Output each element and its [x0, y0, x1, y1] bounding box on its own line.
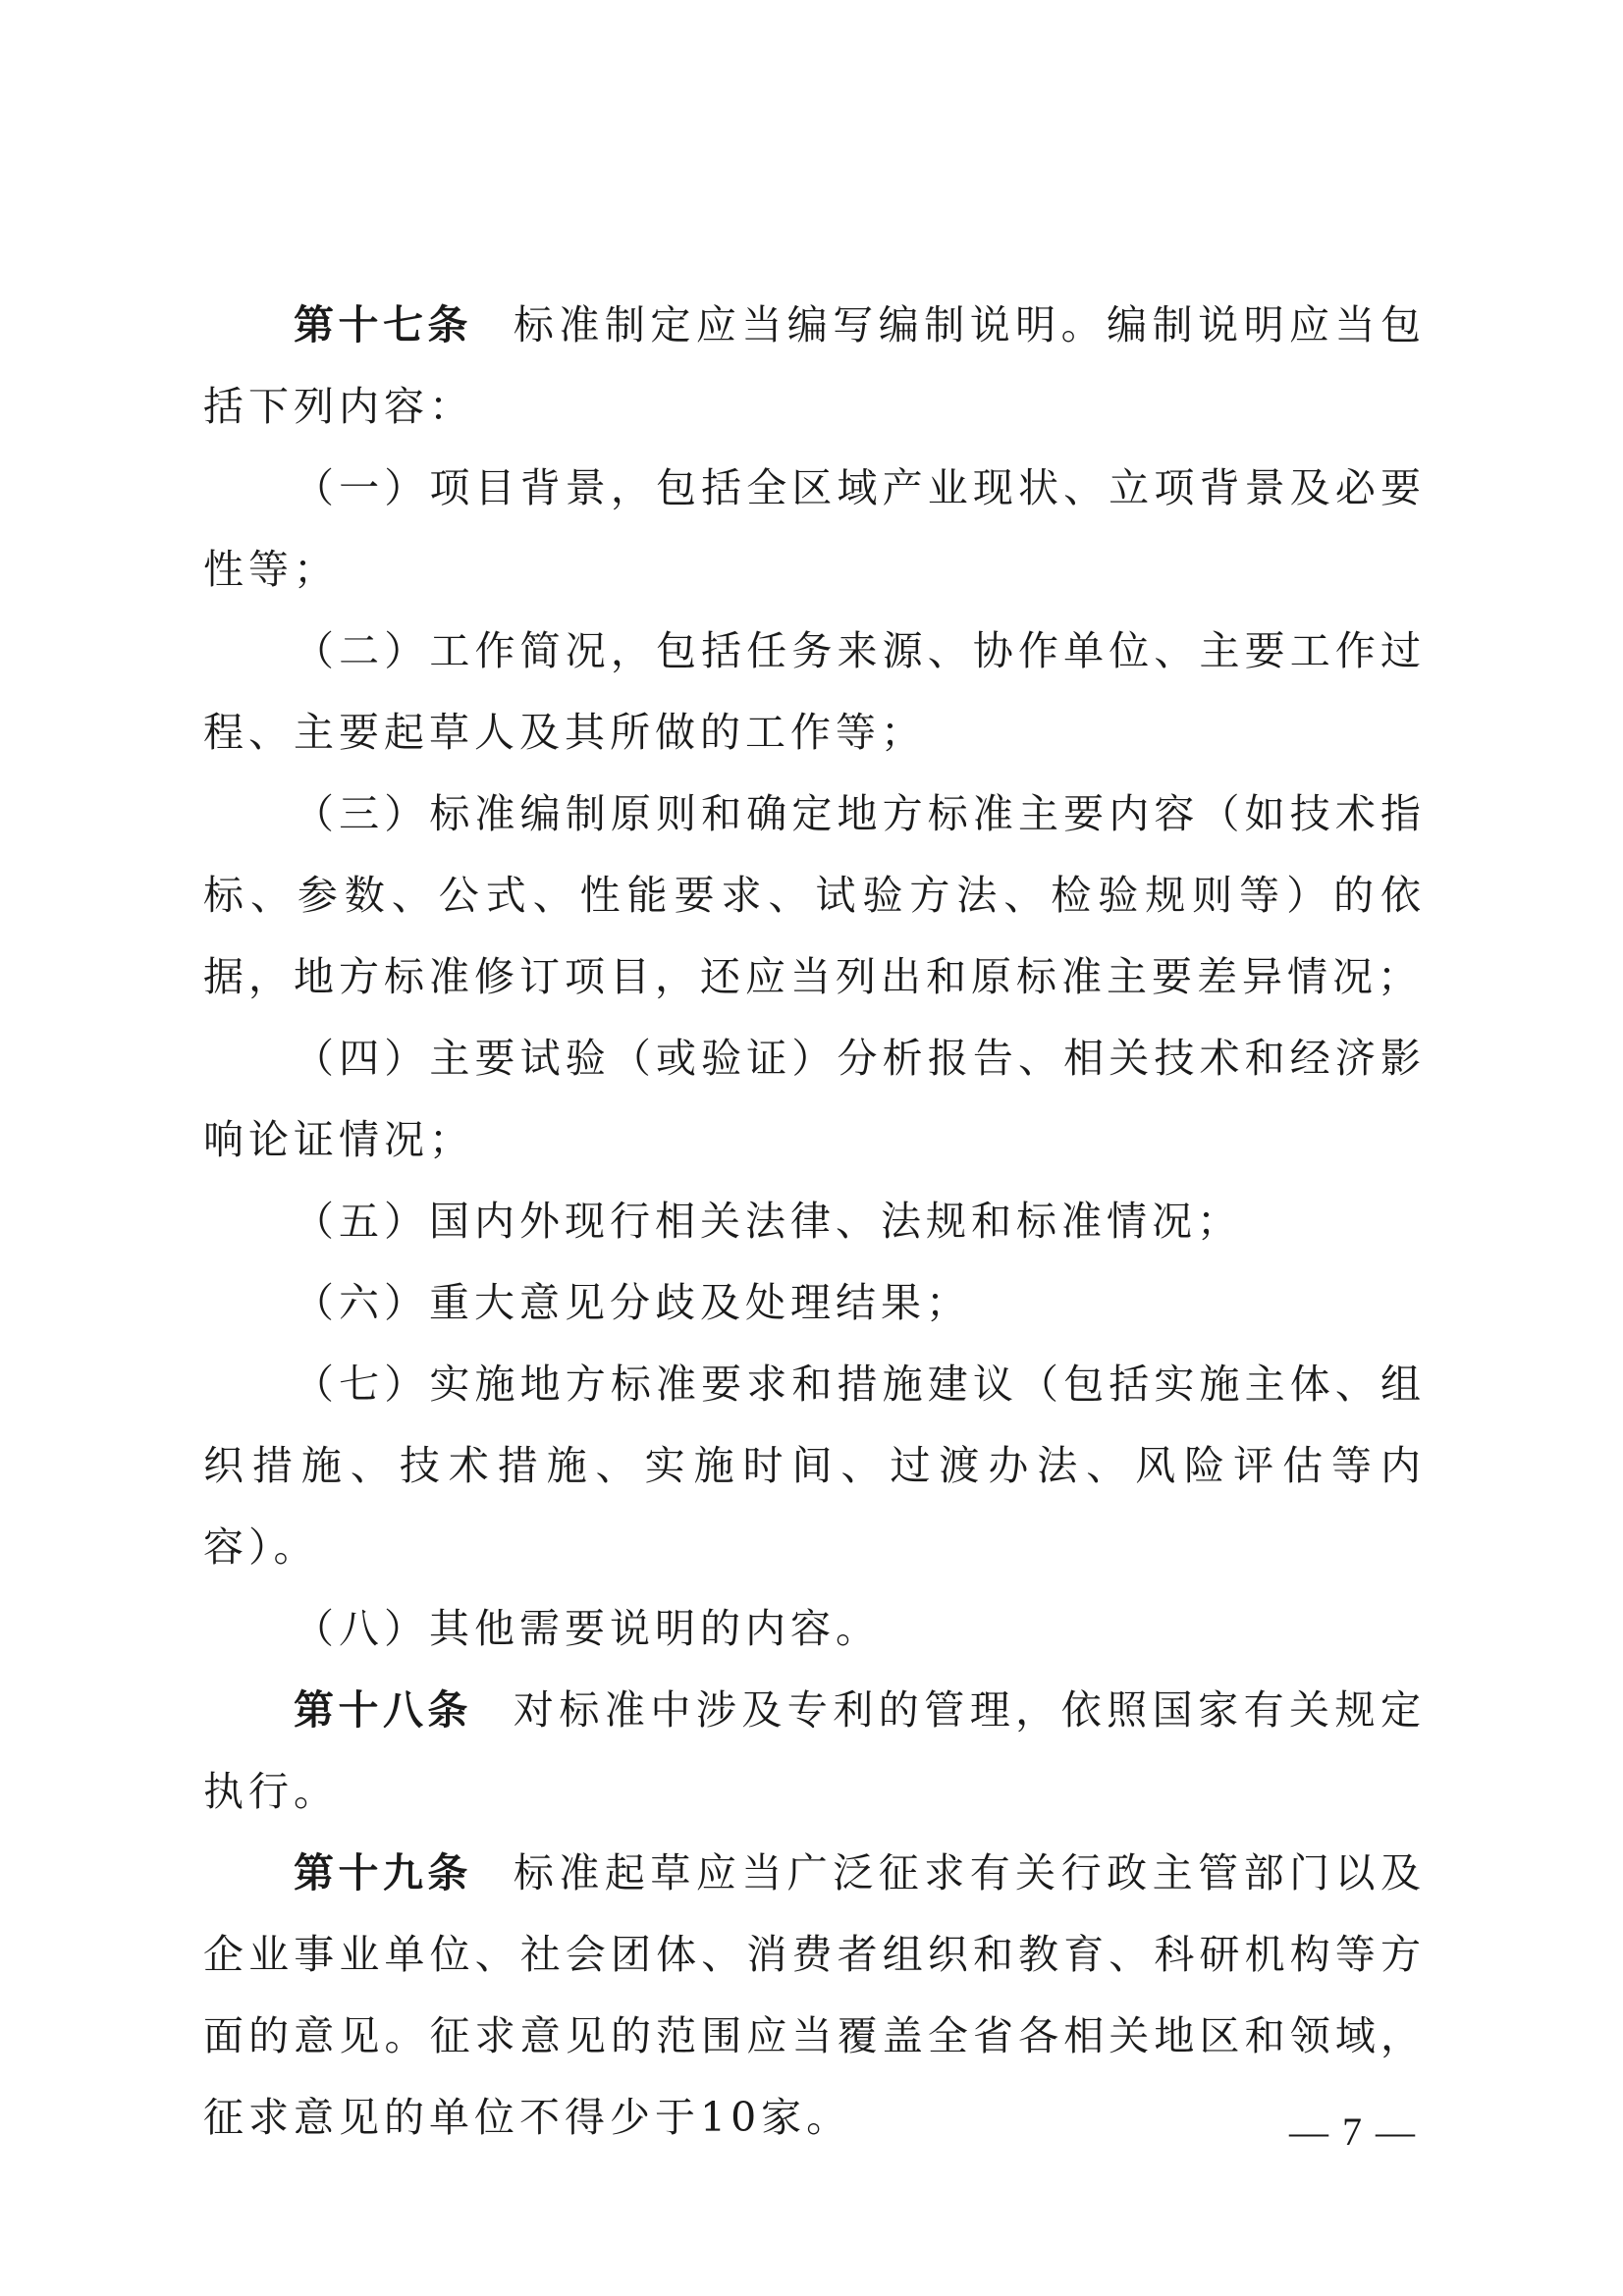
list-item-4: （四）主要试验（或验证）分析报告、相关技术和经济影响论证情况；: [203, 1035, 1426, 1163]
list-item-3: （三）标准编制原则和确定地方标准主要内容（如技术指标、参数、公式、性能要求、试验方法、检验规则等）的依据，地方标准修订项目，还应当列出和原标准主要差异情况；: [203, 790, 1426, 1000]
article-18-paragraph: [203, 1670, 1426, 1833]
article-18-heading: 第十八条: [294, 1686, 472, 1734]
article-17-text: 标准制定应当编写编制说明。编制说明应当包括下列内容：: [203, 301, 1427, 430]
article-19-text: 标准起草应当广泛征求有关行政主管部门以及企业事业单位、社会团体、消费者组织和教育、科研机构等方面的意见。征求意见的范围应当覆盖全省各相关地区和领域，征求意见的单位不得少于10家。: [203, 1849, 1427, 2141]
list-item-7: （七）实施地方标准要求和措施建议（包括实施主体、组织措施、技术措施、实施时间、过渡办法、风险评估等内容）。: [203, 1361, 1426, 1571]
list-item-8: （八）其他需要说明的内容。: [294, 1605, 881, 1652]
page-number: — 7 —: [1289, 2109, 1417, 2154]
article-17-paragraph: [203, 285, 1426, 448]
list-item-1: （一）项目背景，包括全区域产业现状、立项背景及必要性等；: [203, 464, 1426, 593]
article-19-paragraph: [203, 1833, 1426, 2159]
article-17-heading: 第十七条: [294, 301, 472, 348]
article-body: [203, 285, 1426, 2159]
list-item-6: （六）重大意见分歧及处理结果；: [294, 1279, 971, 1326]
article-18-text: 对标准中涉及专利的管理，依照国家有关规定执行。: [203, 1686, 1427, 1815]
article-19-heading: 第十九条: [294, 1849, 472, 1896]
list-item-5: （五）国内外现行相关法律、法规和标准情况；: [294, 1198, 1242, 1245]
list-item-2: （二）工作简况，包括任务来源、协作单位、主要工作过程、主要起草人及其所做的工作等；: [203, 627, 1426, 756]
